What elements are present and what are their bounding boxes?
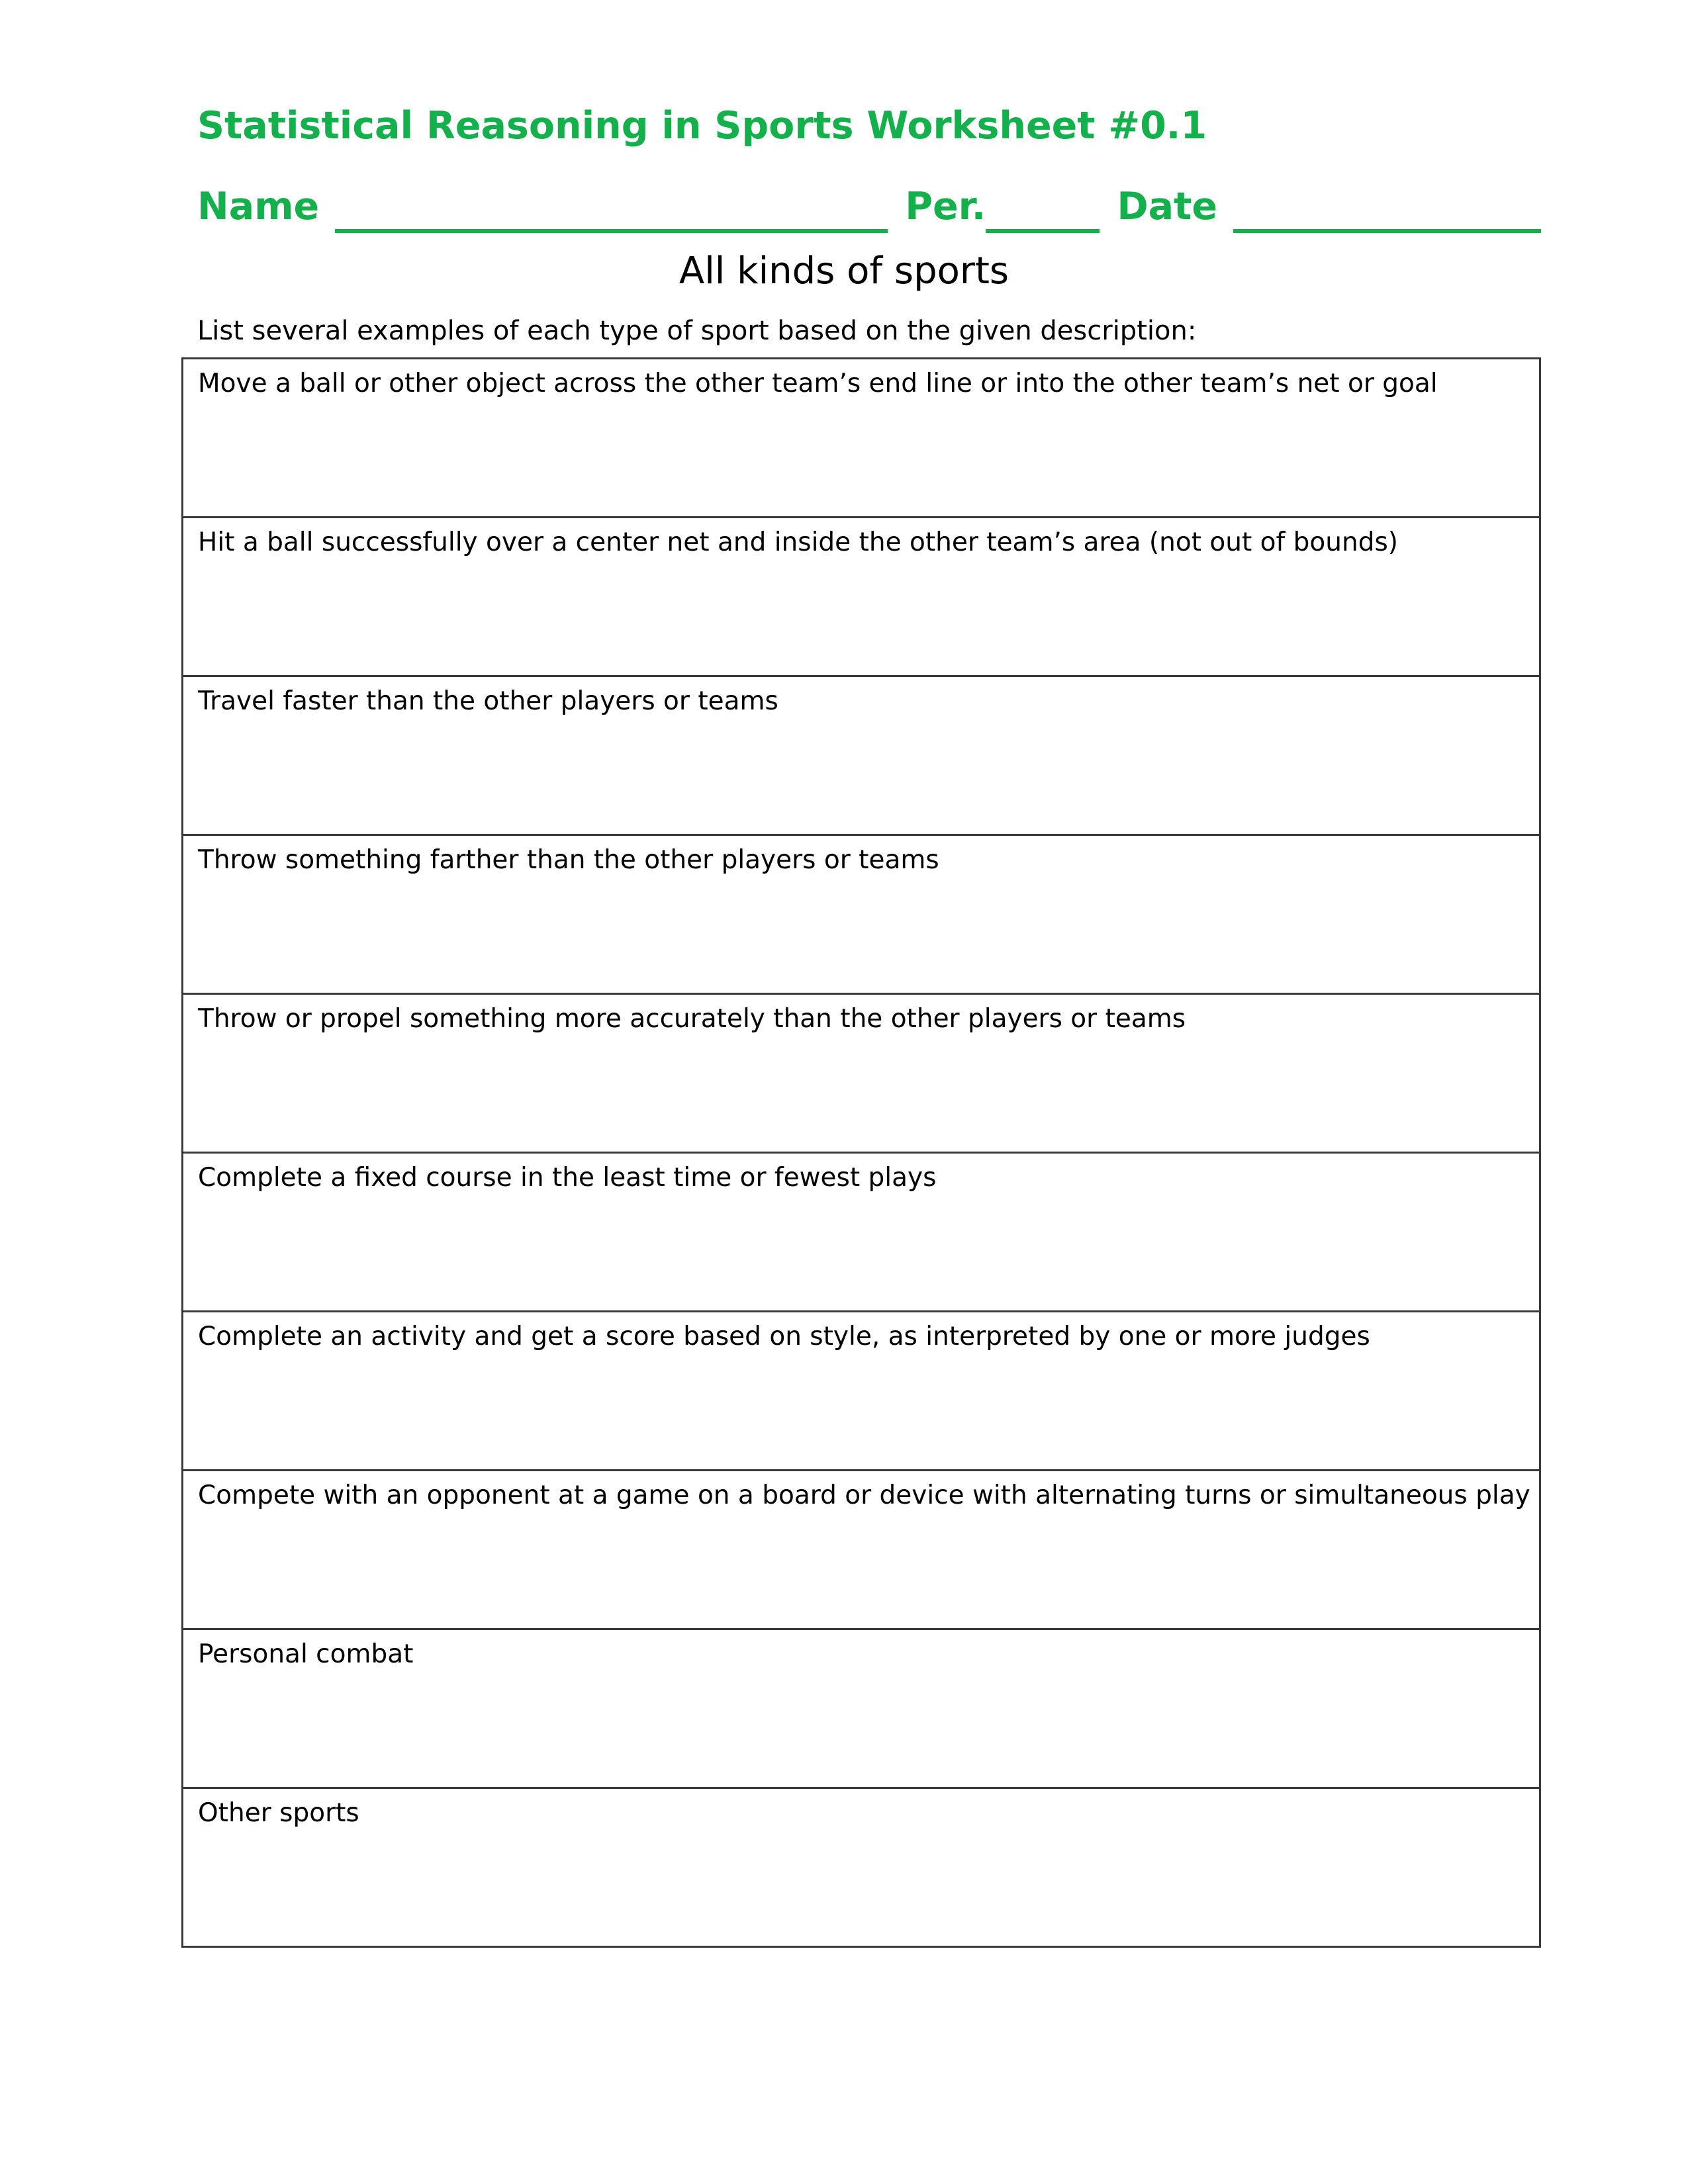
table-row: [183, 834, 1539, 993]
name-label: Name: [197, 185, 320, 228]
answer-area[interactable]: [198, 878, 1523, 984]
table-row: [183, 1628, 1539, 1787]
date-label: Date: [1117, 185, 1217, 228]
row-description: Compete with an opponent at a game on a board or device with alternating turns or simultaneous play: [198, 1480, 1530, 1510]
answer-area[interactable]: [198, 402, 1523, 508]
row-description: Complete an activity and get a score based on style, as interpreted by one or more judges: [198, 1322, 1370, 1351]
row-description: Throw or propel something more accurately than the other players or teams: [198, 1004, 1186, 1034]
table-row: [183, 1787, 1539, 1946]
period-label: Per.: [905, 185, 986, 228]
table-row: [183, 1469, 1539, 1628]
answer-area[interactable]: [198, 1831, 1523, 1937]
row-description: Throw something farther than the other players or teams: [198, 845, 939, 875]
row-description: Complete a fixed course in the least time or fewest plays: [198, 1163, 937, 1193]
answer-area[interactable]: [198, 1037, 1523, 1143]
answer-area[interactable]: [198, 1672, 1523, 1778]
period-field: [905, 180, 1100, 233]
row-description: Travel faster than the other players or teams: [198, 686, 778, 716]
table-row: [183, 359, 1539, 516]
table-row: [183, 1310, 1539, 1469]
row-description: Other sports: [198, 1798, 359, 1828]
period-blank[interactable]: [986, 192, 1100, 233]
worksheet-title: Statistical Reasoning in Sports Worksheet #0.1: [197, 104, 1207, 148]
name-blank[interactable]: [335, 192, 888, 233]
answer-area[interactable]: [198, 719, 1523, 825]
row-description: Hit a ball successfully over a center net and inside the other team’s area (not out of bounds): [198, 527, 1399, 557]
table-row: [183, 993, 1539, 1152]
sports-table: [181, 357, 1541, 1948]
answer-area[interactable]: [198, 1196, 1523, 1302]
answer-area[interactable]: [198, 1355, 1523, 1461]
answer-area[interactable]: [198, 561, 1523, 666]
date-field: [1117, 180, 1541, 233]
instructions: List several examples of each type of sport based on the given description:: [197, 316, 1197, 346]
student-info-line: [197, 173, 1541, 233]
row-description: Move a ball or other object across the other team’s end line or into the other team’s net or goal: [198, 369, 1438, 398]
table-row: [183, 675, 1539, 834]
answer-area[interactable]: [198, 1514, 1523, 1619]
table-row: [183, 516, 1539, 675]
date-blank[interactable]: [1233, 192, 1541, 233]
section-subtitle: All kinds of sports: [679, 250, 1009, 293]
table-row: [183, 1152, 1539, 1310]
name-field: [197, 180, 888, 233]
row-description: Personal combat: [198, 1639, 414, 1669]
